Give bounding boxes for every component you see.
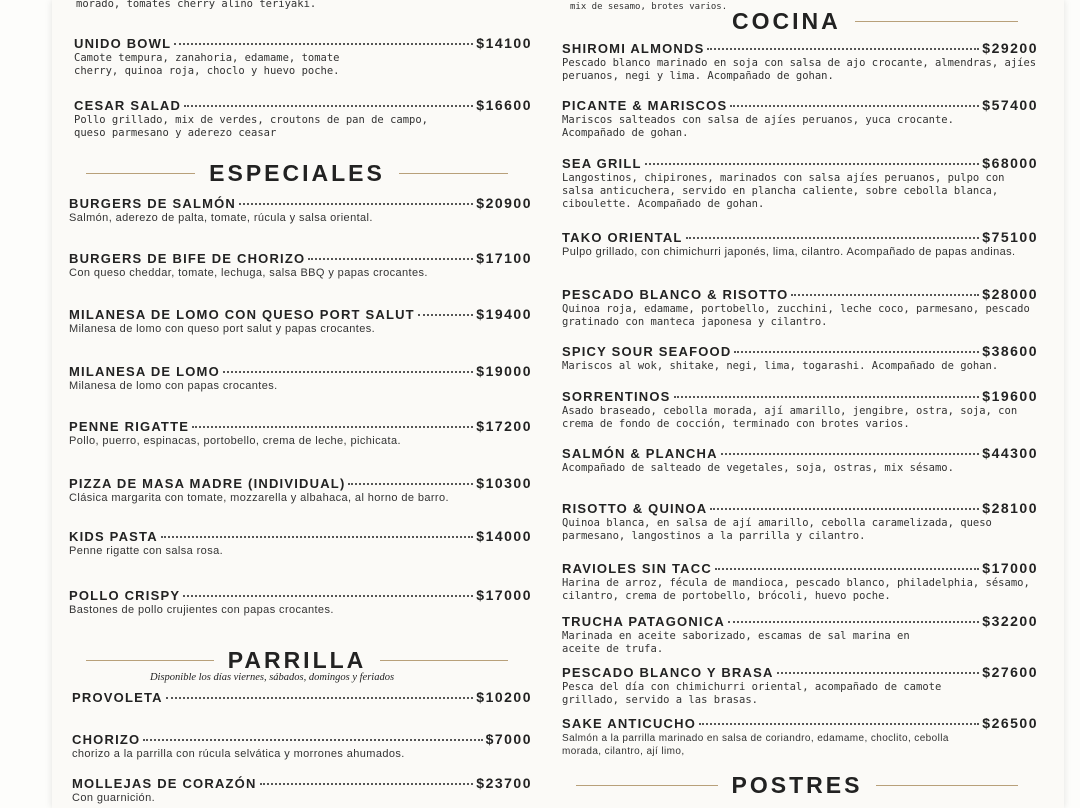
item-name: TRUCHA PATAGONICA (562, 614, 725, 629)
menu-item-pescado-brasa (562, 664, 1038, 707)
item-description: Bastones de pollo crujientes con papas crocantes. (69, 604, 334, 616)
item-price: $16600 (476, 97, 532, 113)
item-description: Harina de arroz, fécula de mandioca, pescado blanco, philadelphia, sésamo, cilantro, crema de portobello, brócoli, huevo poche. (562, 577, 1030, 602)
menu-item-pizza (69, 475, 532, 505)
item-price: $29200 (982, 40, 1038, 56)
item-price: $44300 (982, 445, 1038, 461)
item-price: $7000 (485, 731, 532, 747)
item-price: $17200 (476, 418, 532, 434)
item-name: PIZZA DE MASA MADRE (INDIVIDUAL) (69, 476, 346, 491)
item-description: Langostinos, chipirones, marinados con salsa ajíes peruanos, pulpo con salsa anticuchera, servido en plancha caliente, sobre cebolla blanca, ciboulette. Acompañado de gohan. (562, 172, 1005, 210)
item-description: Pesca del día con chimichurri oriental, acompañado de camote grillado, servido a las brasas. (562, 681, 942, 706)
section-title: ESPECIALES (209, 159, 385, 186)
item-name: PESCADO BLANCO Y BRASA (562, 665, 774, 680)
item-description: Con guarnición. (72, 792, 156, 804)
item-price: $75100 (982, 229, 1038, 245)
item-name: MOLLEJAS DE CORAZÓN (72, 776, 257, 791)
item-description: Penne rigatte con salsa rosa. (69, 545, 224, 557)
item-description: Camote tempura, zanahoria, edamame, tomate cherry, quinoa roja, choclo y huevo poche. (74, 52, 340, 77)
item-description: Pescado blanco marinado en soja con salsa de ajo crocante, almendras, ajíes peruanos, negi y lima. Acompañado de gohan. (562, 57, 1037, 82)
right-top-fragment: mix de sesamo, brotes varios. (570, 2, 728, 12)
item-description: chorizo a la parrilla con rúcula selvática y morrones ahumados. (72, 748, 405, 760)
left-top-fragment: morado, tomates cherry aliño teriyaki. (76, 0, 317, 10)
item-price: $19400 (476, 306, 532, 322)
menu-item-kids-pasta (69, 528, 532, 558)
menu-item-sorrentinos (562, 388, 1038, 431)
menu-item-ravioles-sin-tacc (562, 560, 1038, 603)
menu-page (52, 0, 1064, 808)
item-description: Pulpo grillado, con chimichurri japonés, lima, cilantro. Acompañado de papas andinas. (562, 246, 1016, 258)
menu-item-salmon-plancha (562, 445, 1038, 475)
menu-item-penne-rigatte (69, 418, 532, 448)
item-price: $20900 (476, 195, 532, 211)
menu-item-spicy-sour-seafood (562, 343, 1038, 373)
menu-item-tako-oriental (562, 229, 1038, 259)
menu-item-milanesa-lomo (69, 363, 532, 393)
item-name: CHORIZO (72, 732, 141, 747)
item-name: SAKE ANTICUCHO (562, 716, 697, 731)
item-name: MILANESA DE LOMO (69, 364, 220, 379)
menu-item-chorizo (72, 731, 532, 761)
item-price: $27600 (982, 664, 1038, 680)
menu-item-provoleta (72, 689, 532, 705)
item-name: PENNE RIGATTE (69, 419, 190, 434)
menu-item-sea-grill (562, 155, 1038, 211)
section-title: POSTRES (731, 771, 863, 798)
item-name: BURGERS DE BIFE DE CHORIZO (69, 251, 306, 266)
item-name: MILANESA DE LOMO CON QUESO PORT SALUT (69, 307, 415, 322)
item-description: Asado braseado, cebolla morada, ají amarillo, jengibre, ostra, soja, con crema de fondo de cocción, terminado con brotes varios. (562, 405, 1018, 430)
menu-item-shiromi (562, 40, 1038, 83)
item-description: Salmón, aderezo de palta, tomate, rúcula y salsa oriental. (69, 212, 373, 224)
item-name: PROVOLETA (72, 690, 163, 705)
item-name: SORRENTINOS (562, 389, 671, 404)
item-name: SEA GRILL (562, 156, 642, 171)
item-price: $10300 (476, 475, 532, 491)
menu-item-mollejas (72, 775, 532, 805)
item-name: CESAR SALAD (74, 98, 182, 113)
item-description: Mariscos al wok, shitake, negi, lima, togarashi. Acompañado de gohan. (562, 360, 999, 372)
item-description: Pollo grillado, mix de verdes, croutons de pan de campo, queso parmesano y aderezo ceasar (74, 114, 429, 139)
item-description: Mariscos salteados con salsa de ajíes peruanos, yuca crocante. Acompañado de gohan. (562, 114, 954, 139)
item-price: $68000 (982, 155, 1038, 171)
item-price: $28000 (982, 286, 1038, 302)
section-title: COCINA (732, 7, 841, 34)
item-name: SPICY SOUR SEAFOOD (562, 344, 732, 359)
item-price: $17100 (476, 250, 532, 266)
menu-item-cesar-salad (74, 97, 532, 140)
menu-item-pescado-risotto (562, 286, 1038, 329)
item-name: SALMÓN & PLANCHA (562, 446, 718, 461)
section-heading-especiales (72, 158, 522, 188)
section-title: PARRILLA (227, 646, 367, 673)
item-price: $57400 (982, 97, 1038, 113)
item-price: $26500 (982, 715, 1038, 731)
item-price: $14100 (476, 35, 532, 51)
menu-item-risotto-quinoa (562, 500, 1038, 543)
item-description: Clásica margarita con tomate, mozzarella y albahaca, al horno de barro. (69, 492, 449, 504)
item-name: POLLO CRISPY (69, 588, 181, 603)
menu-item-burger-bife (69, 250, 532, 280)
item-description: Marinada en aceite saborizado, escamas de sal marina en aceite de trufa. (562, 630, 910, 655)
menu-item-picante-mariscos (562, 97, 1038, 140)
item-name: PICANTE & MARISCOS (562, 98, 728, 113)
item-price: $38600 (982, 343, 1038, 359)
menu-item-trucha-patagonica (562, 613, 1038, 656)
item-price: $10200 (476, 689, 532, 705)
item-description: Milanesa de lomo con queso port salut y papas crocantes. (69, 323, 376, 335)
item-name: RAVIOLES SIN TACC (562, 561, 712, 576)
item-description: Acompañado de salteado de vegetales, soja, ostras, mix sésamo. (562, 462, 954, 474)
item-description: Quinoa blanca, en salsa de ají amarillo, cebolla caramelizada, queso parmesano, langostinos a la parrilla y cilantro. (562, 517, 992, 542)
item-price: $19000 (476, 363, 532, 379)
item-price: $28100 (982, 500, 1038, 516)
menu-item-unido-bowl (74, 35, 532, 78)
item-price: $23700 (476, 775, 532, 791)
item-name: SHIROMI ALMONDS (562, 41, 705, 56)
item-name: BURGERS DE SALMÓN (69, 196, 237, 211)
item-price: $14000 (476, 528, 532, 544)
item-name: UNIDO BOWL (74, 36, 172, 51)
section-heading-parrilla (72, 645, 522, 675)
item-name: TAKO ORIENTAL (562, 230, 683, 245)
menu-item-pollo-crispy (69, 587, 532, 617)
section-heading-postres (562, 770, 1032, 800)
item-description: Pollo, puerro, espinacas, portobello, crema de leche, pichicata. (69, 435, 401, 447)
item-price: $17000 (476, 587, 532, 603)
menu-item-milanesa-port-salut (69, 306, 532, 336)
item-price: $32200 (982, 613, 1038, 629)
item-price: $17000 (982, 560, 1038, 576)
item-description: Quinoa roja, edamame, portobello, zucchini, leche coco, parmesano, pescado gratinado con manteca japonesa y cilantro. (562, 303, 1030, 328)
item-name: PESCADO BLANCO & RISOTTO (562, 287, 789, 302)
parrilla-availability-note: Disponible los días viernes, sábados, domingos y feriados (149, 672, 395, 683)
item-description: Con queso cheddar, tomate, lechuga, salsa BBQ y papas crocantes. (69, 267, 428, 279)
item-description: Milanesa de lomo con papas crocantes. (69, 380, 278, 392)
item-name: KIDS PASTA (69, 529, 158, 544)
item-description: Salmón a la parrilla marinado en salsa de coriandro, edamame, choclito, cebolla morada, cilantro, ají limo, (562, 733, 949, 757)
section-heading-cocina (732, 6, 1032, 36)
item-name: RISOTTO & QUINOA (562, 501, 708, 516)
item-price: $19600 (982, 388, 1038, 404)
menu-item-burger-salmon (69, 195, 532, 225)
menu-item-sake-anticucho (562, 715, 1038, 758)
